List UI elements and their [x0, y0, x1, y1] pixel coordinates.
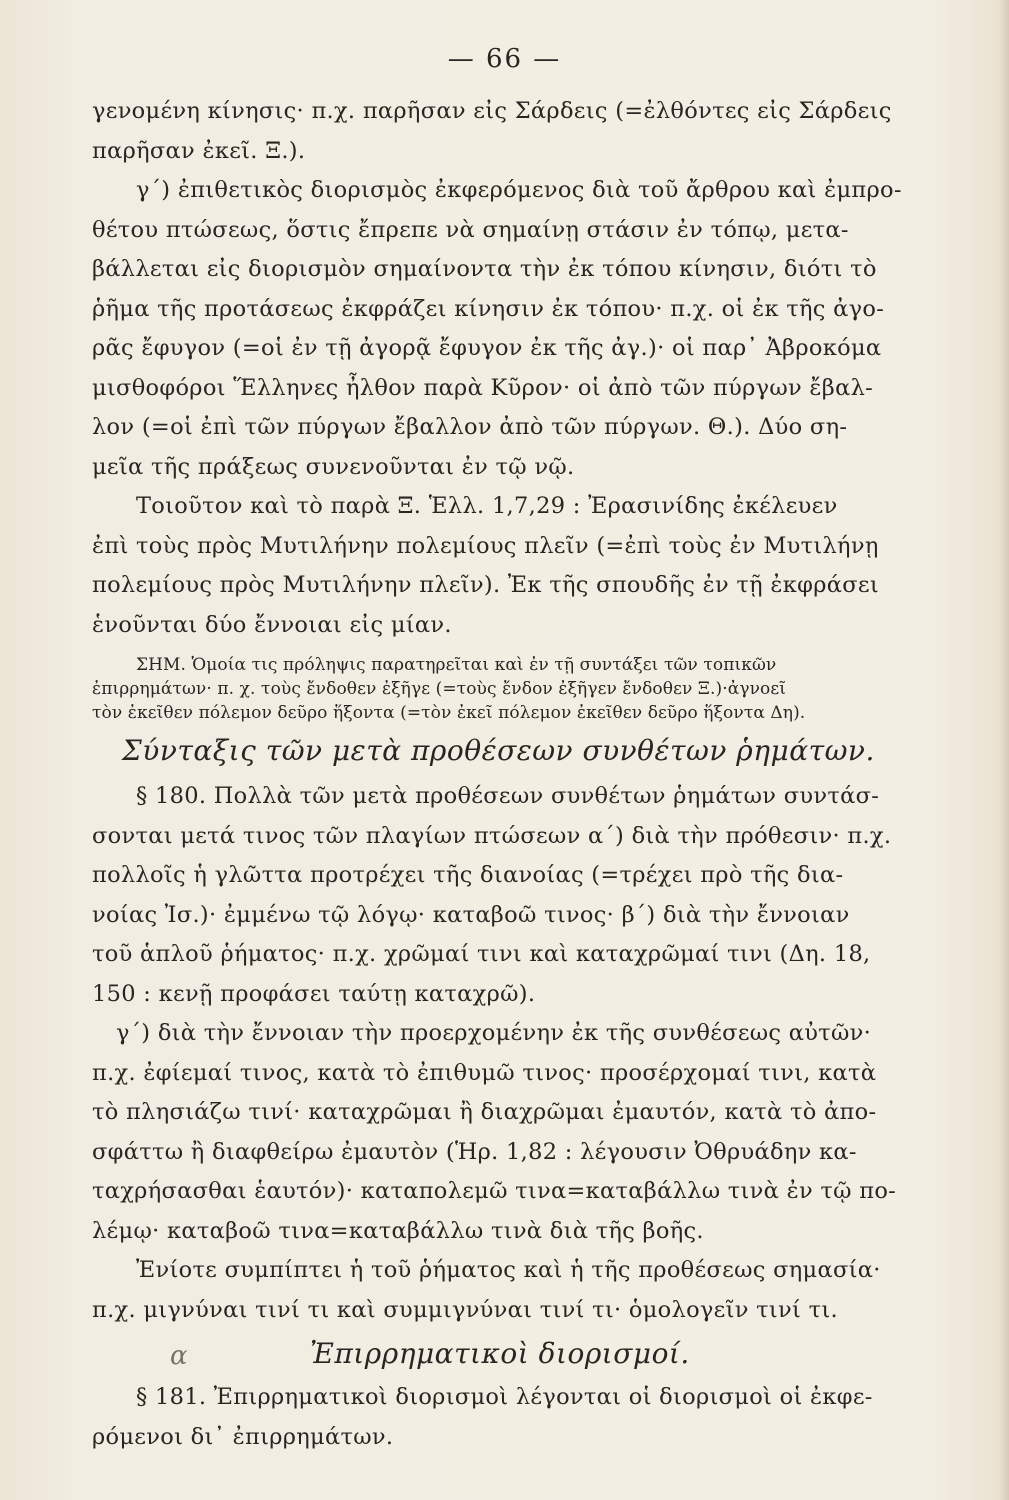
text-line: μισθοφόροι Ἕλληνες ἦλθον παρὰ Κῦρον· οἱ ἀπὸ τῶν πύργων ἔβαλ-	[92, 374, 874, 401]
text-line: νοίας Ἰσ.)· ἐμμένω τῷ λόγῳ· καταβοῶ τινος· β΄) διὰ τὴν ἔννοιαν	[92, 901, 850, 928]
page-number: — 66 —	[447, 44, 562, 74]
text-line: μεῖα τῆς πράξεως συνενοῦνται ἐν τῷ νῷ.	[92, 453, 575, 480]
text-line: θέτου πτώσεως, ὅστις ἔπρεπε νὰ σημαίνῃ στάσιν ἐν τόπῳ, μετα-	[92, 216, 849, 243]
text-line: Τοιοῦτον καὶ τὸ παρὰ Ξ. Ἑλλ. 1,7,29 : Ἐρασινίδης ἐκέλευεν	[136, 493, 838, 519]
text-line: παρῆσαν ἐκεῖ. Ξ.).	[92, 137, 306, 164]
text-line: ρᾶς ἔφυγον (=οἱ ἐν τῇ ἀγορᾷ ἔφυγον ἐκ τῆς ἀγ.)· οἱ παρ᾽ Ἀβροκόμα	[92, 335, 882, 361]
text-line: τὸ πλησιάζω τινί· καταχρῶμαι ἢ διαχρῶμαι ἐμαυτόν, κατὰ τὸ ἀπο-	[92, 1099, 877, 1125]
text-line: βάλλεται εἰς διορισμὸν σημαίνοντα τὴν ἐκ τόπου κίνησιν, διότι τὸ	[92, 256, 877, 282]
text-line: πολλοῖς ἡ γλῶττα προτρέχει τῆς διανοίας (=τρέχει πρὸ τῆς δια-	[92, 862, 844, 888]
section-heading: Σύνταξις τῶν μετὰ προθέσεων συνθέτων ῥημάτων.	[122, 734, 875, 767]
text-line: γ΄) διὰ τὴν ἔννοιαν τὴν προερχομένην ἐκ τῆς συνθέσεως αὐτῶν·	[116, 1020, 872, 1046]
text-line: ταχρήσασθαι ἑαυτόν)· καταπολεμῶ τινα=καταβάλλω τινὰ ἐν τῷ πο-	[92, 1178, 897, 1204]
text-line: § 180. Πολλὰ τῶν μετὰ προθέσεων συνθέτων ῥημάτων συντάσ-	[136, 783, 880, 809]
text-line: σονται μετά τινος τῶν πλαγίων πτώσεων α΄) διὰ τὴν πρόθεσιν· π.χ.	[92, 822, 892, 849]
text-line: πολεμίους πρὸς Μυτιλήνην πλεῖν). Ἐκ τῆς σπουδῆς ἐν τῇ ἐκφράσει	[92, 572, 879, 598]
text-line: ἑνοῦνται δύο ἔννοιαι εἰς μίαν.	[92, 611, 452, 638]
text-line: § 181. Ἐπιρρηματικοὶ διορισμοὶ λέγονται οἱ διορισμοὶ οἱ ἐκφε-	[136, 1384, 873, 1410]
text-line: λέμῳ· καταβοῶ τινα=καταβάλλω τινὰ διὰ τῆς βοῆς.	[92, 1217, 704, 1244]
page-edge-shadow	[999, 0, 1009, 1500]
subsection-heading-text: Ἐπιρρηματικοὶ διορισμοί.	[310, 1337, 690, 1370]
text-line: γενομένη κίνησις· π.χ. παρῆσαν εἰς Σάρδεις (=ἐλθόντες εἰς Σάρδεις	[92, 98, 892, 124]
text-line: π.χ. ἐφίεμαί τινος, κατὰ τὸ ἐπιθυμῶ τινος· προσέρχομαί τινι, κατὰ	[92, 1059, 877, 1086]
text-line: ῥῆμα τῆς προτάσεως ἐκφράζει κίνησιν ἐκ τόπου· π.χ. οἱ ἐκ τῆς ἀγο-	[92, 295, 885, 322]
text-line: 150 : κενῇ προφάσει ταύτῃ καταχρῶ).	[92, 980, 536, 1007]
text-line: Ἐνίοτε συμπίπτει ἡ τοῦ ῥήματος καὶ ἡ τῆς προθέσεως σημασία·	[136, 1257, 881, 1283]
text-line: λον (=οἱ ἐπὶ τῶν πύργων ἔβαλλον ἀπὸ τῶν πύργων. Θ.). Δύο ση-	[92, 414, 848, 440]
text-line: γ΄) ἐπιθετικὸς διορισμὸς ἐκφερόμενος διὰ τοῦ ἄρθρου καὶ ἐμπρο-	[136, 177, 902, 203]
note-line: τὸν ἐκεῖθεν πόλεμον δεῦρο ἥξοντα (=τὸν ἐκεῖ πόλεμον ἐκεῖθεν δεῦρο ἥξοντα Δη).	[92, 703, 806, 723]
note-line: ΣΗΜ. Ὁμοία τις πρόληψις παρατηρεῖται καὶ ἐν τῇ συντάξει τῶν τοπικῶν	[136, 655, 777, 675]
text-line: τοῦ ἁπλοῦ ῥήματος· π.χ. χρῶμαί τινι καὶ καταχρῶμαί τινι (Δη. 18,	[92, 941, 871, 967]
text-line: ἐπὶ τοὺς πρὸς Μυτιλήνην πολεμίους πλεῖν (=ἐπὶ τοὺς ἐν Μυτιλήνῃ	[92, 532, 879, 559]
note-line: ἐπιρρημάτων· π. χ. τοὺς ἔνδοθεν ἐξῆγε (=τοὺς ἔνδον ἐξῆγεν ἔνδοθεν Ξ.)·ἀγνοεῖ	[92, 679, 787, 699]
text-line: π.χ. μιγνύναι τινί τι καὶ συμμιγνύναι τινί τι· ὁμολογεῖν τινί τι.	[92, 1296, 838, 1323]
text-body	[92, 92, 907, 1457]
text-line: σφάττω ἢ διαφθείρω ἐμαυτὸν (Ἡρ. 1,82 : λέγουσιν Ὀθρυάδην κα-	[92, 1138, 857, 1165]
margin-handwritten-mark: α	[170, 1341, 189, 1371]
subsection-heading	[92, 1330, 907, 1378]
text-line: ρόμενοι δι᾽ ἐπιρρημάτων.	[92, 1423, 394, 1450]
